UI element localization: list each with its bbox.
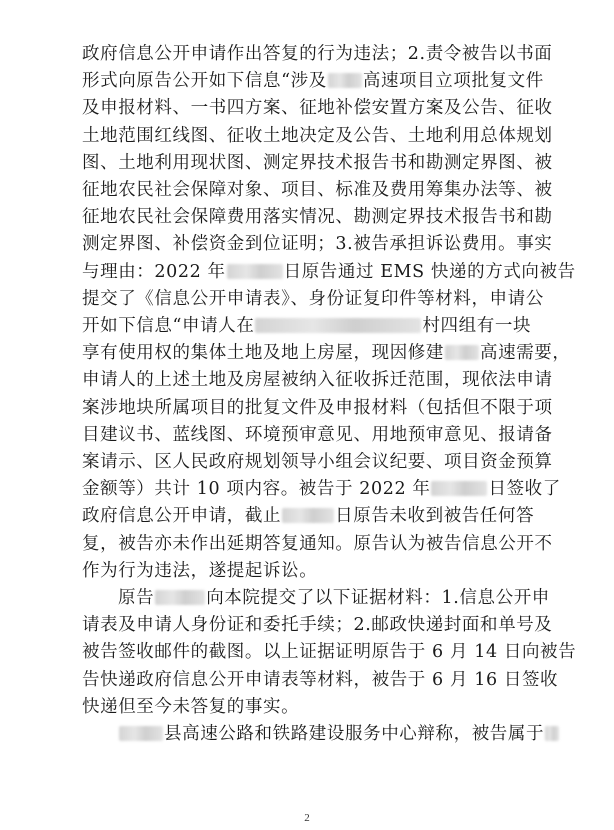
text-line-content: 告快递政府信息公开申请表等材料，被告于 6 月 16 日签收: [82, 670, 559, 690]
text-line-content: 征地农民社会保障费用落实情况、勘测定界技术报告书和勘: [82, 207, 553, 227]
text-line-content: 县高速公路和铁路建设服务中心辩称，被告属于: [164, 724, 545, 744]
text-line: [82, 450, 553, 474]
text-line-content: 请表及申请人身份证和委托手续；2.邮政快递封面和单号及: [82, 615, 553, 635]
redacted-text: [119, 726, 163, 741]
text-line-content: 与理由：2022 年: [82, 262, 226, 282]
text-line-content: 开如下信息“申请人在: [82, 316, 255, 336]
text-line: [82, 96, 553, 120]
text-line-content: 日原告未收到被告任何答: [335, 506, 535, 526]
text-line: [82, 205, 553, 229]
text-line-content: 政府信息公开申请作出答复的行为违法；2.责令被告以书面: [82, 44, 553, 64]
page-number: 2: [304, 812, 310, 824]
text-line-content: 快递但至今未答复的事实。: [82, 697, 300, 717]
text-line-content: 及申报材料、一书四方案、征地补偿安置方案及公告、征收: [82, 98, 553, 118]
text-line-content: 案请示、区人民政府规划领导小组会议纪要、项目资金预算: [82, 452, 553, 472]
text-line-content: 金额等）共计 10 项内容。被告于 2022 年: [82, 479, 431, 499]
text-line-content: 征地农民社会保障对象、项目、标准及费用筹集办法等、被: [82, 180, 553, 200]
text-line-content: 提交了《信息公开申请表》、身份证复印件等材料，申请公: [82, 289, 544, 309]
text-line-content: 作为行为违法，遂提起诉讼。: [82, 561, 318, 581]
text-line: [82, 559, 317, 583]
redacted-text: [155, 590, 205, 605]
text-line: [82, 477, 561, 501]
text-line: [82, 396, 553, 420]
redacted-text: [445, 345, 479, 360]
text-line: [82, 532, 553, 556]
text-line: [82, 341, 571, 365]
text-line-content: 高速需要，: [480, 343, 571, 363]
text-line-content: 向本院提交了以下证据材料：1.信息公开申: [206, 588, 550, 608]
redacted-text: [328, 73, 362, 88]
text-line: [82, 668, 558, 692]
text-line-content: 案涉地块所属项目的批复文件及申报材料（包括但不限于项: [82, 398, 553, 418]
text-line-content: 村四组有一块: [422, 316, 532, 336]
text-line: [82, 368, 553, 392]
text-line-content: 日签收了: [488, 479, 561, 499]
text-line-content: 土地范围红线图、征收土地决定及公告、土地利用总体规划: [82, 126, 553, 146]
text-line-content: 政府信息公开申请，截止: [82, 506, 282, 526]
text-line-content: 日原告通过 EMS 快递的方式向被告: [283, 262, 576, 282]
redacted-text: [545, 726, 559, 741]
text-line: [82, 232, 552, 256]
text-line: [118, 722, 560, 746]
text-line-content: 图、土地利用现状图、测定界技术报告书和勘测定界图、被: [82, 153, 553, 173]
text-line-content: 目建议书、蓝线图、环境预审意见、用地预审意见、报请备: [82, 425, 553, 445]
redacted-text: [227, 264, 283, 279]
text-line: [118, 586, 550, 610]
text-line: [82, 287, 544, 311]
text-line-content: 形式向原告公开如下信息“涉及: [82, 71, 327, 91]
text-line-content: 被告签收邮件的截图。以上证据证明原告于 6 月 14 日向被告: [82, 642, 577, 662]
text-line-content: 原告: [118, 588, 155, 608]
text-line: [82, 42, 552, 66]
text-line: [82, 314, 531, 338]
text-line: [82, 504, 534, 528]
text-line: [82, 151, 553, 175]
text-line-content: 高速项目立项批复文件: [362, 71, 544, 91]
text-line-content: 复，被告亦未作出延期答复通知。原告认为被告信息公开不: [82, 534, 553, 554]
text-line-content: 申请人的上述土地及房屋被纳入征收拆迁范围，现依法申请: [82, 370, 553, 390]
text-line: [82, 640, 576, 664]
text-line-content: 测定界图、补偿资金到位证明；3.被告承担诉讼费用。事实: [82, 234, 553, 254]
text-line-content: 享有使用权的集体土地及地上房屋，现因修建: [82, 343, 444, 363]
text-line: [82, 69, 544, 93]
text-line: [82, 695, 299, 719]
text-line: [82, 178, 553, 202]
redacted-text: [431, 481, 487, 496]
redacted-text: [255, 318, 421, 333]
text-line: [82, 423, 553, 447]
text-line: [82, 613, 552, 637]
text-line: [82, 124, 553, 148]
redacted-text: [282, 508, 334, 523]
text-line: [82, 260, 576, 284]
